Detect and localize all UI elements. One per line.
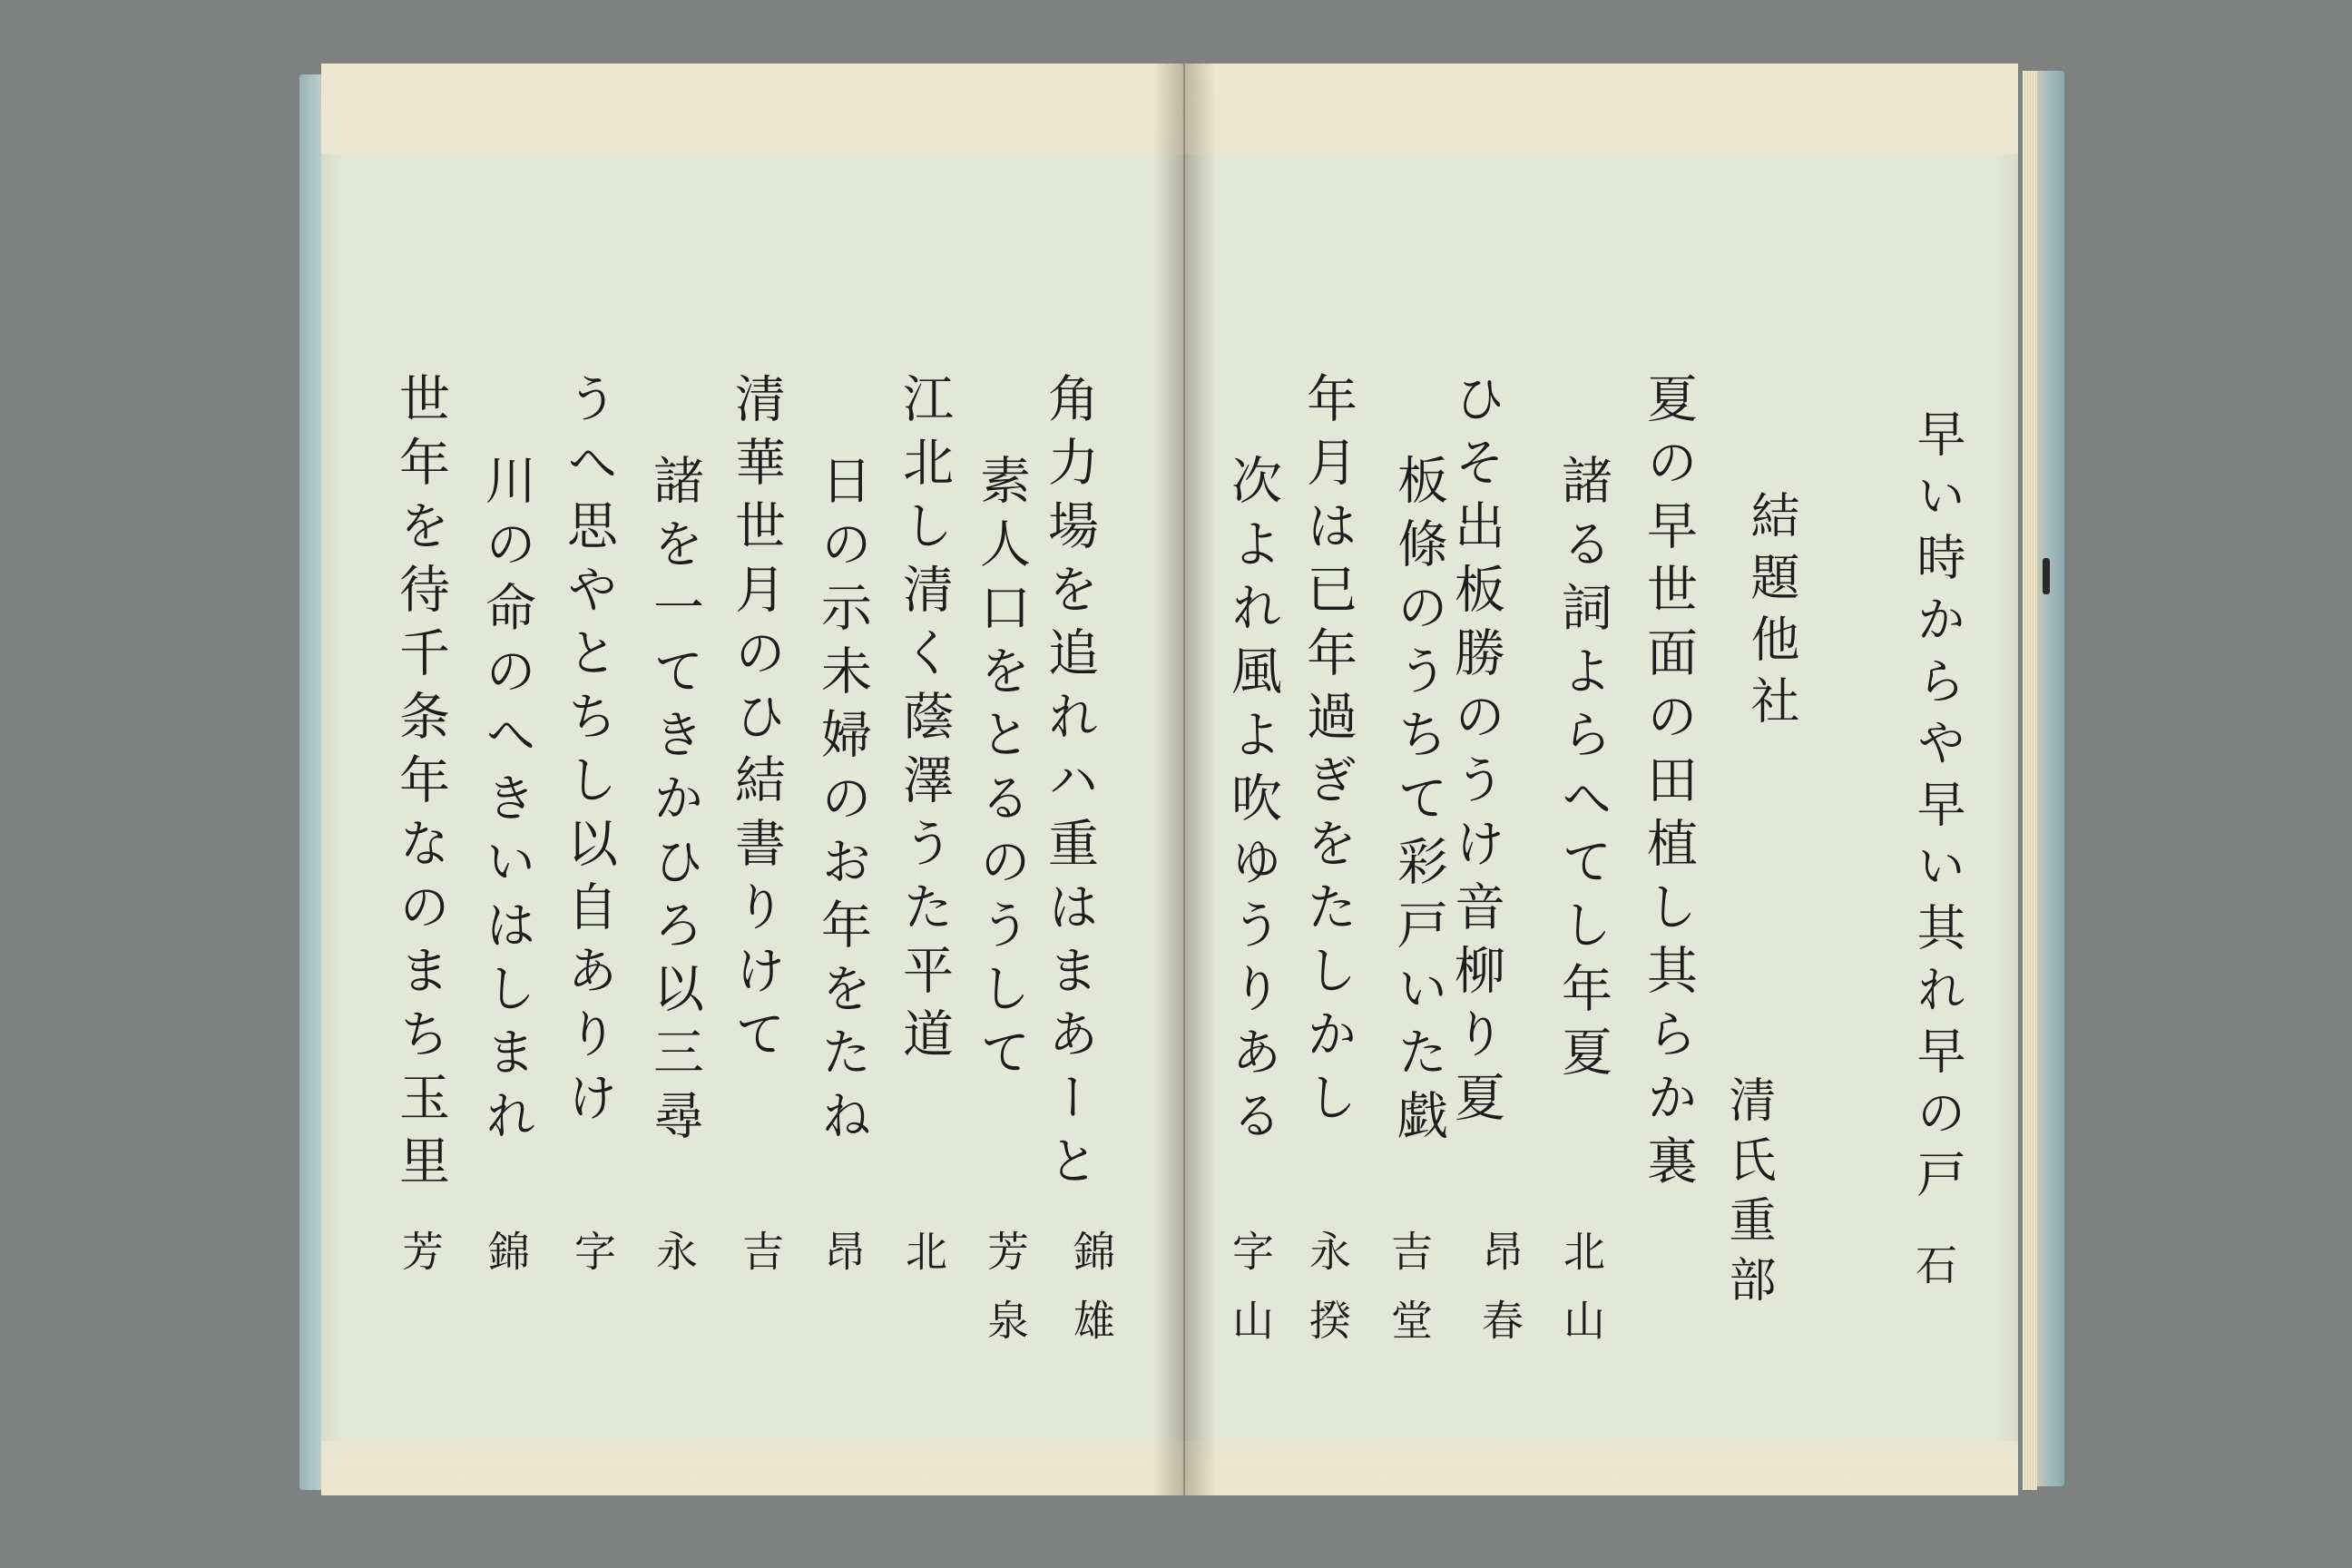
page-stack-edge bbox=[2023, 71, 2037, 1490]
poem-text: 川の命のへきいはしまれ bbox=[477, 454, 536, 1152]
poem-text: 日の示未婦のお年をたね bbox=[813, 454, 872, 1152]
poem-signature: 芳泉 bbox=[981, 1230, 1030, 1367]
poem-text: 諸る詞よらへてし年夏 bbox=[1553, 454, 1612, 1089]
page-top-band bbox=[1183, 64, 2018, 154]
page-bottom-band bbox=[1183, 1441, 2018, 1495]
poem-signature: 字 bbox=[568, 1230, 617, 1298]
ink-mark bbox=[2043, 558, 2050, 594]
poem-signature: 永揆 bbox=[1303, 1230, 1352, 1367]
poem-signature: 字山 bbox=[1226, 1230, 1275, 1367]
poem-signature: 錦雄 bbox=[1067, 1230, 1116, 1367]
page-bottom-band bbox=[321, 1441, 1192, 1495]
poem-text: 素人口をとるのうして bbox=[972, 454, 1031, 1089]
section-author: 清氏重部 bbox=[1720, 1075, 1775, 1315]
poem-text: 次よれ風よ吹ゆうりある bbox=[1223, 454, 1282, 1152]
headline-signature: 石 bbox=[1909, 1243, 1958, 1312]
poem-signature: 昂春 bbox=[1475, 1230, 1524, 1367]
page-top-band bbox=[321, 64, 1192, 154]
poem-text: うへ思やとちし以自ありけ bbox=[559, 372, 618, 1134]
poem-text: 諸を一てきかひろ以三尋 bbox=[645, 454, 704, 1152]
poem-signature: 吉堂 bbox=[1385, 1230, 1434, 1367]
poem-signature: 錦 bbox=[482, 1230, 531, 1298]
book-gutter bbox=[1152, 64, 1216, 1495]
poem-text: ひそ出板勝のうけ音柳り夏 bbox=[1446, 372, 1505, 1134]
section-title: 結題他社 bbox=[1743, 490, 1800, 737]
poem-text: 年月は已年過ぎをたしかし bbox=[1298, 372, 1357, 1134]
poem-text: 角力場を追れハ重はまあーと bbox=[1040, 372, 1099, 1198]
poem-signature: 永 bbox=[650, 1230, 699, 1298]
poem-signature: 芳 bbox=[396, 1230, 445, 1298]
poem-text: 世年を待千条年なのまち玉里 bbox=[391, 372, 450, 1198]
poem-signature: 昂 bbox=[818, 1230, 867, 1298]
poem-text: 江北し清く蔭澤うた平道 bbox=[895, 372, 954, 1071]
headline: 早い時からや早い其れ早の戸 bbox=[1909, 408, 1966, 1210]
poem-text: 夏の早世面の田植し其らか裏 bbox=[1639, 372, 1698, 1198]
poem-text: 清華世月のひ結書りけて bbox=[727, 372, 786, 1071]
poem-text: 板條のうちて彩戸いた戯 bbox=[1389, 454, 1448, 1152]
poem-signature: 北 bbox=[899, 1230, 948, 1298]
poem-signature: 吉 bbox=[736, 1230, 785, 1298]
poem-signature: 北山 bbox=[1557, 1230, 1606, 1367]
